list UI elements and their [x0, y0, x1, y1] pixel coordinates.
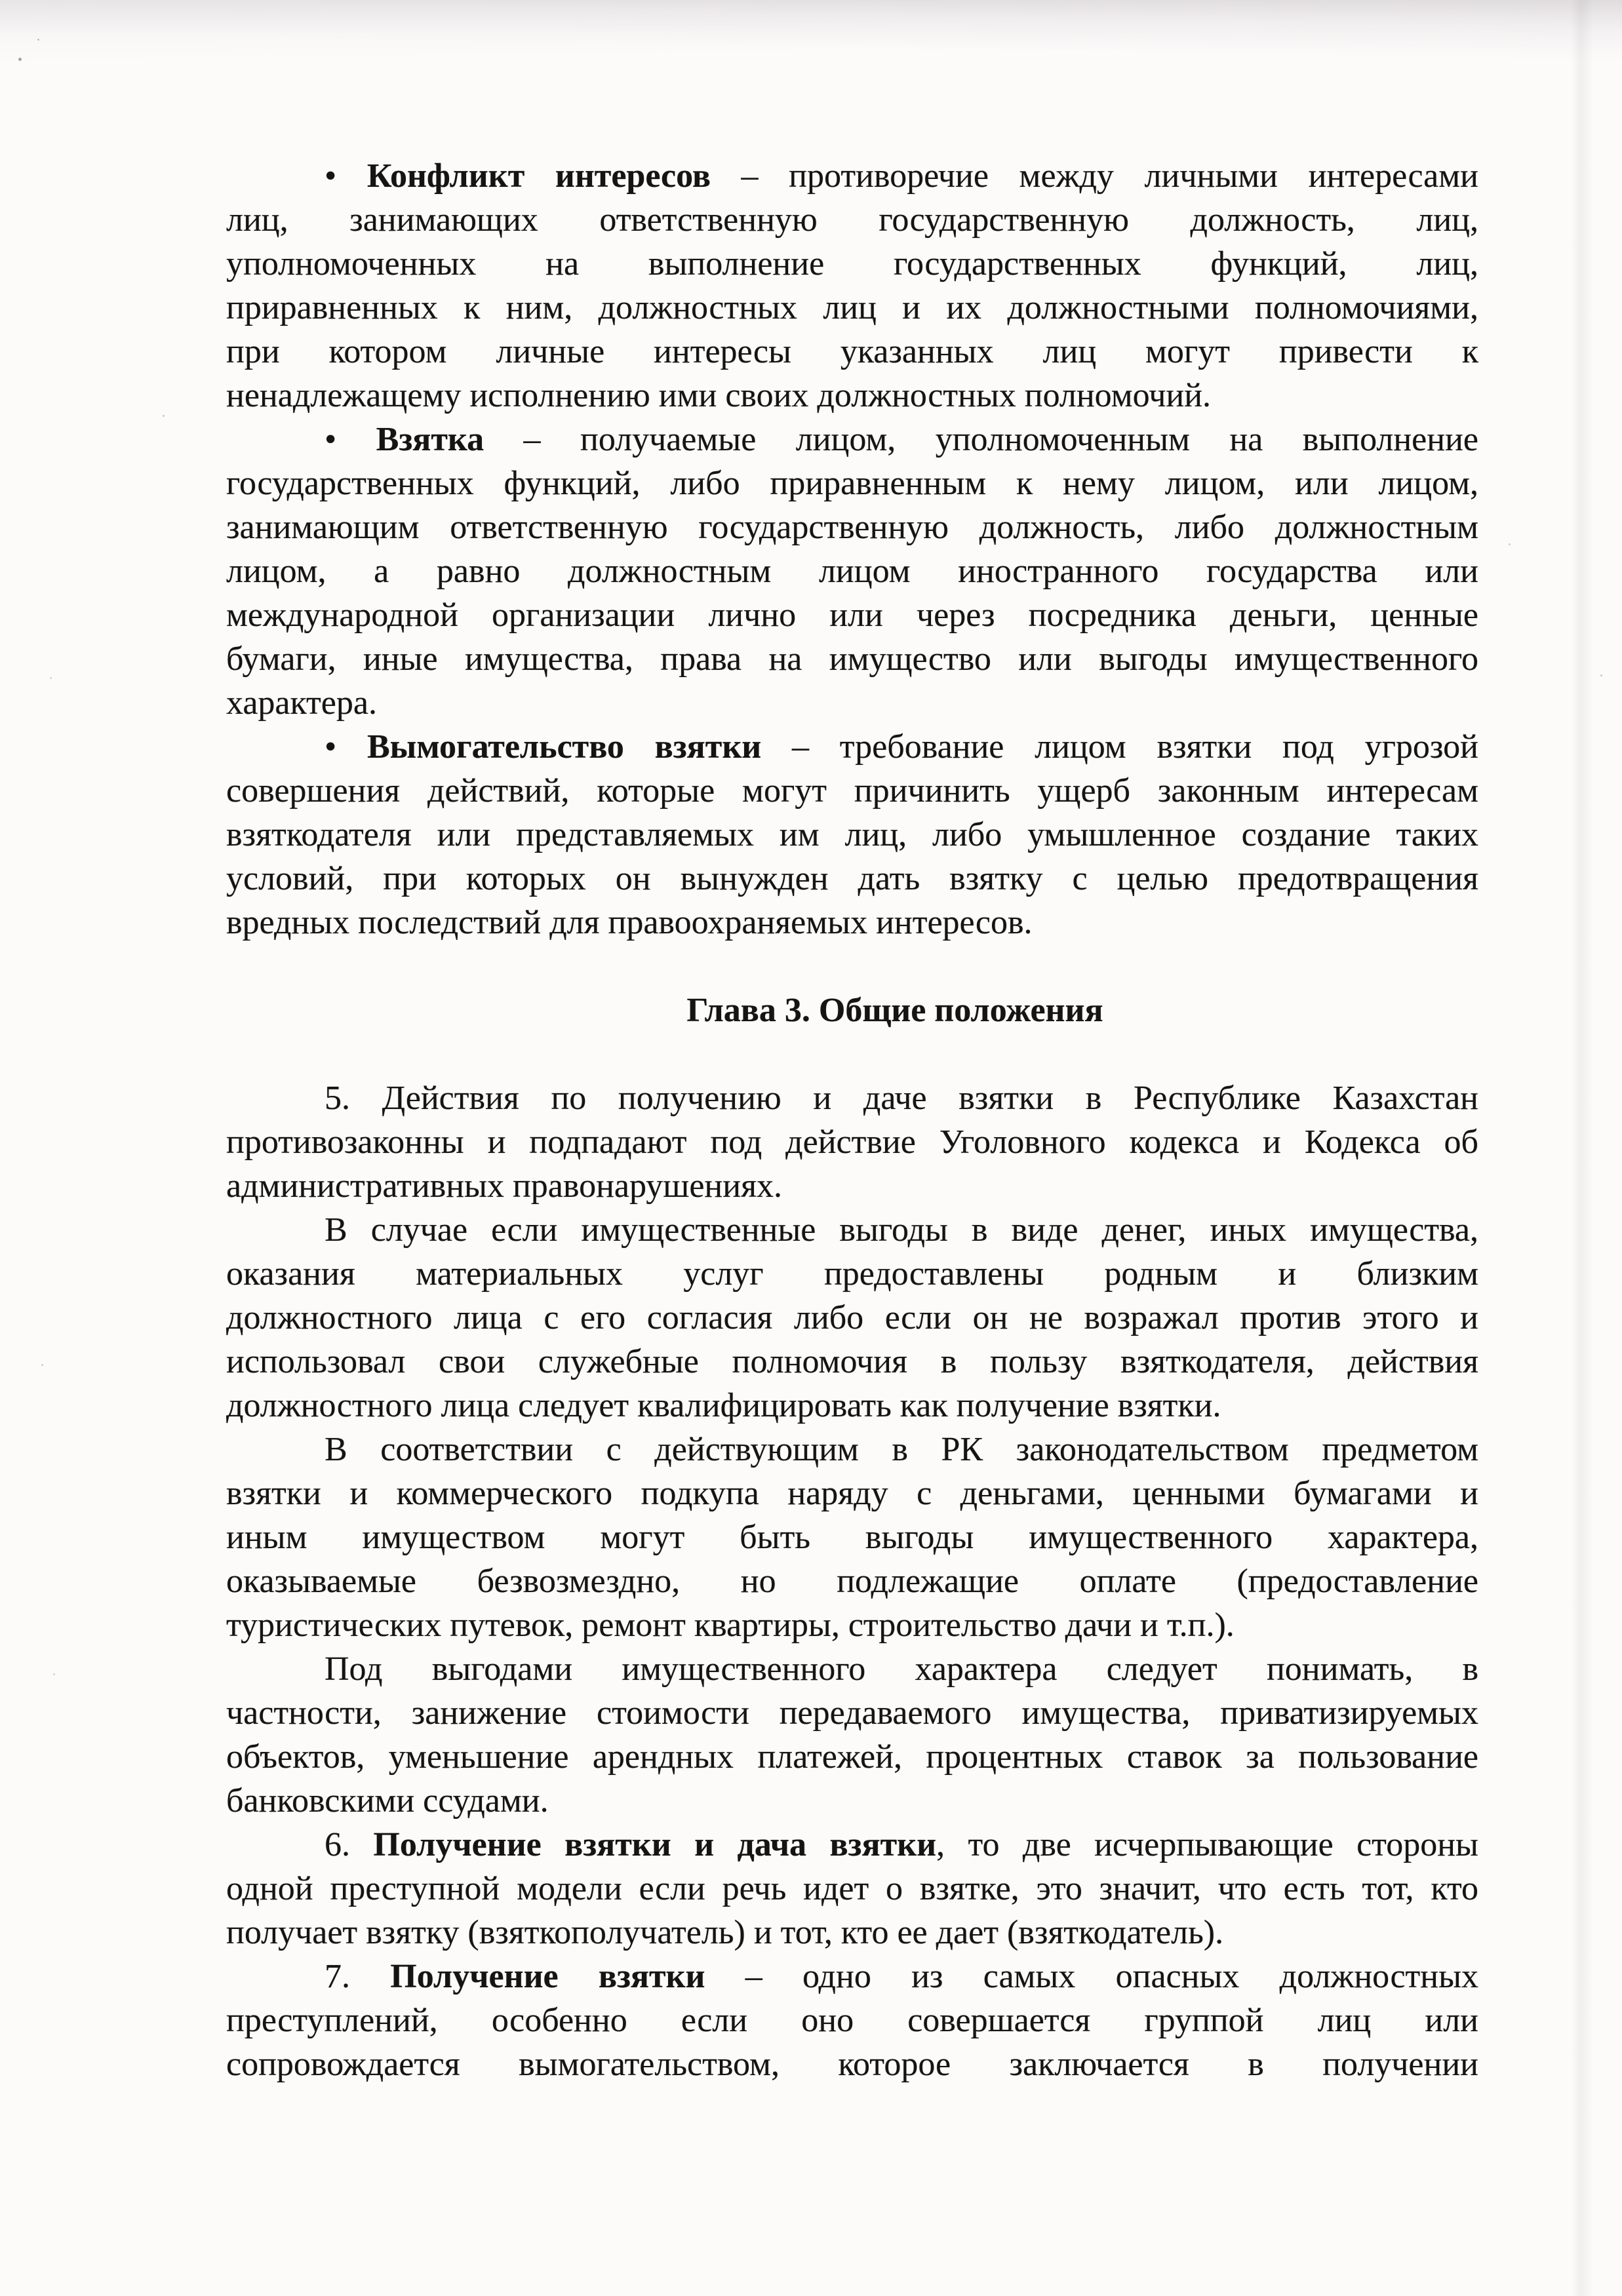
text-line — [226, 813, 1478, 857]
text-line — [226, 1428, 1478, 1471]
text-segment: частности, занижение стоимости передаваемого имущества, приватизируемых — [226, 1694, 1478, 1732]
text-line — [226, 593, 1478, 637]
text-line — [226, 1998, 1478, 2042]
paragraph — [226, 1647, 1478, 1823]
paragraph — [226, 725, 1478, 944]
text-segment: совершения действий, которые могут причинить ущерб законным интересам — [226, 772, 1478, 809]
text-line — [226, 1515, 1478, 1559]
text-line — [226, 901, 1478, 944]
text-line — [226, 681, 1478, 725]
text-segment: сопровождается вымогательством, которое заключается в получении — [226, 2046, 1478, 2083]
text-segment: должностного лица следует квалифицировать как получение взятки. — [226, 1387, 1221, 1424]
text-segment: государственных функций, либо приравненным к нему лицом, или лицом, — [226, 465, 1478, 502]
bold-term: Взятка — [376, 421, 485, 458]
text-segment: 7. — [325, 1958, 391, 1995]
scan-specks — [18, 58, 22, 61]
text-line — [226, 1208, 1478, 1252]
text-segment: 5. Действия по получению и даче взятки в Республике Казахстан — [325, 1080, 1478, 1117]
text-line — [226, 637, 1478, 681]
text-segment: – противоречие между личными интересами — [710, 157, 1478, 195]
bold-term: Вымогательство взятки — [366, 728, 762, 766]
text-line — [226, 725, 1478, 769]
text-segment: получает взятку (взяткополучатель) и тот, кто ее дает (взяткодатель). — [226, 1914, 1224, 1951]
bold-term: Получение взятки и дача взятки — [373, 1826, 937, 1863]
chapter-heading: Глава 3. Общие положения — [686, 992, 1103, 1029]
bold-term: Получение взятки — [390, 1958, 705, 1995]
text-segment: административных правонарушениях. — [226, 1167, 782, 1205]
text-segment: В соответствии с действующим в РК законодательством предметом — [325, 1431, 1478, 1468]
text-segment: условий, при которых он вынужден дать взятку с целью предотвращения — [226, 860, 1478, 897]
text-segment: , то две исчерпывающие стороны — [936, 1826, 1478, 1863]
text-segment: объектов, уменьшение арендных платежей, процентных ставок за пользование — [226, 1738, 1478, 1776]
text-line — [226, 461, 1478, 505]
text-line — [226, 1164, 1478, 1208]
text-line — [226, 549, 1478, 593]
text-line — [226, 1559, 1478, 1603]
text-segment: при котором личные интересы указанных лиц могут привести к — [226, 333, 1478, 370]
text-segment: взяткодателя или представляемых им лиц, либо умышленное создание таких — [226, 816, 1478, 853]
text-segment: противозаконны и подпадают под действие Уголовного кодекса и Кодекса об — [226, 1123, 1478, 1161]
text-segment: оказания материальных услуг предоставлены родным и близким — [226, 1255, 1478, 1293]
text-line — [226, 1867, 1478, 1911]
text-segment: одной преступной модели если речь идет о взятке, это значит, что есть тот, кто — [226, 1870, 1478, 1907]
paragraph — [226, 1076, 1478, 1208]
paragraph — [226, 1823, 1478, 1955]
text-segment: В случае если имущественные выгоды в виде денег, иных имущества, — [325, 1211, 1478, 1249]
text-segment: уполномоченных на выполнение государственных функций, лиц, — [226, 245, 1478, 282]
text-segment: – одно из самых опасных должностных — [705, 1958, 1479, 1995]
text-line — [226, 1955, 1478, 1998]
text-line — [226, 1120, 1478, 1164]
paragraph — [226, 1955, 1478, 2086]
text-segment: оказываемые безвозмездно, но подлежащие оплате (предоставление — [226, 1563, 1478, 1600]
text-line — [226, 1603, 1478, 1647]
text-segment: международной организации лично или через посредника деньги, ценные — [226, 596, 1478, 634]
scan-noise-top — [0, 0, 1622, 72]
text-segment: Под выгодами имущественного характера следует понимать, в — [325, 1650, 1478, 1688]
text-segment: – требование лицом взятки под угрозой — [761, 728, 1478, 766]
text-line — [226, 418, 1478, 461]
text-segment: занимающим ответственную государственную должность, либо должностным — [226, 509, 1478, 546]
text-segment: 6. — [325, 1826, 374, 1863]
paragraph — [226, 1208, 1478, 1428]
text-segment: преступлений, особенно если оно совершается группой лиц или — [226, 2002, 1478, 2039]
text-line — [226, 1735, 1478, 1779]
bullet-marker: • — [325, 157, 367, 195]
text-line — [226, 1340, 1478, 1384]
text-segment: должностного лица с его согласия либо если он не возражал против этого и — [226, 1299, 1478, 1336]
text-line — [226, 154, 1478, 198]
paragraph — [226, 154, 1478, 418]
text-segment: банковскими ссудами. — [226, 1782, 549, 1819]
text-segment: использовал свои служебные полномочия в пользу взяткодателя, действия — [226, 1343, 1478, 1380]
text-line — [226, 198, 1478, 242]
text-segment: бумаги, иные имущества, права на имущество или выгоды имущественного — [226, 640, 1478, 678]
text-line — [226, 1779, 1478, 1823]
text-line — [226, 1691, 1478, 1735]
text-segment: – получаемые лицом, уполномоченным на выполнение — [484, 421, 1478, 458]
text-segment: характера. — [226, 684, 377, 722]
bullet-marker: • — [325, 728, 367, 766]
paragraph — [226, 1428, 1478, 1647]
text-segment: лиц, занимающих ответственную государственную должность, лиц, — [226, 201, 1478, 239]
document-text-block — [226, 154, 1478, 2086]
text-line — [226, 330, 1478, 374]
text-line — [226, 1076, 1478, 1120]
text-line — [226, 1296, 1478, 1340]
text-line — [226, 242, 1478, 286]
text-line — [226, 1471, 1478, 1515]
text-line — [226, 2042, 1478, 2086]
text-segment: ненадлежащему исполнению ими своих должностных полномочий. — [226, 377, 1212, 414]
text-segment: лицом, а равно должностным лицом иностранного государства или — [226, 553, 1478, 590]
text-line — [226, 857, 1478, 901]
text-line — [226, 505, 1478, 549]
text-segment: вредных последствий для правоохраняемых интересов. — [226, 904, 1033, 941]
text-segment: иным имуществом могут быть выгоды имущественного характера, — [226, 1519, 1478, 1556]
text-line — [226, 1911, 1478, 1955]
page-edge-shadow — [1571, 0, 1593, 2296]
text-line — [226, 1647, 1478, 1691]
bullet-marker: • — [325, 421, 376, 458]
text-segment: туристических путевок, ремонт квартиры, строительство дачи и т.п.). — [226, 1606, 1235, 1644]
text-line — [226, 769, 1478, 813]
text-line — [226, 374, 1478, 418]
bold-term: Конфликт интересов — [366, 157, 711, 195]
text-segment: взятки и коммерческого подкупа наряду с деньгами, ценными бумагами и — [226, 1475, 1478, 1512]
text-line — [226, 286, 1478, 330]
paragraph — [226, 418, 1478, 725]
text-line — [226, 1384, 1478, 1428]
text-segment: приравненных к ним, должностных лиц и их должностными полномочиями, — [226, 289, 1478, 326]
text-line — [226, 1823, 1478, 1867]
text-line — [226, 1252, 1478, 1296]
